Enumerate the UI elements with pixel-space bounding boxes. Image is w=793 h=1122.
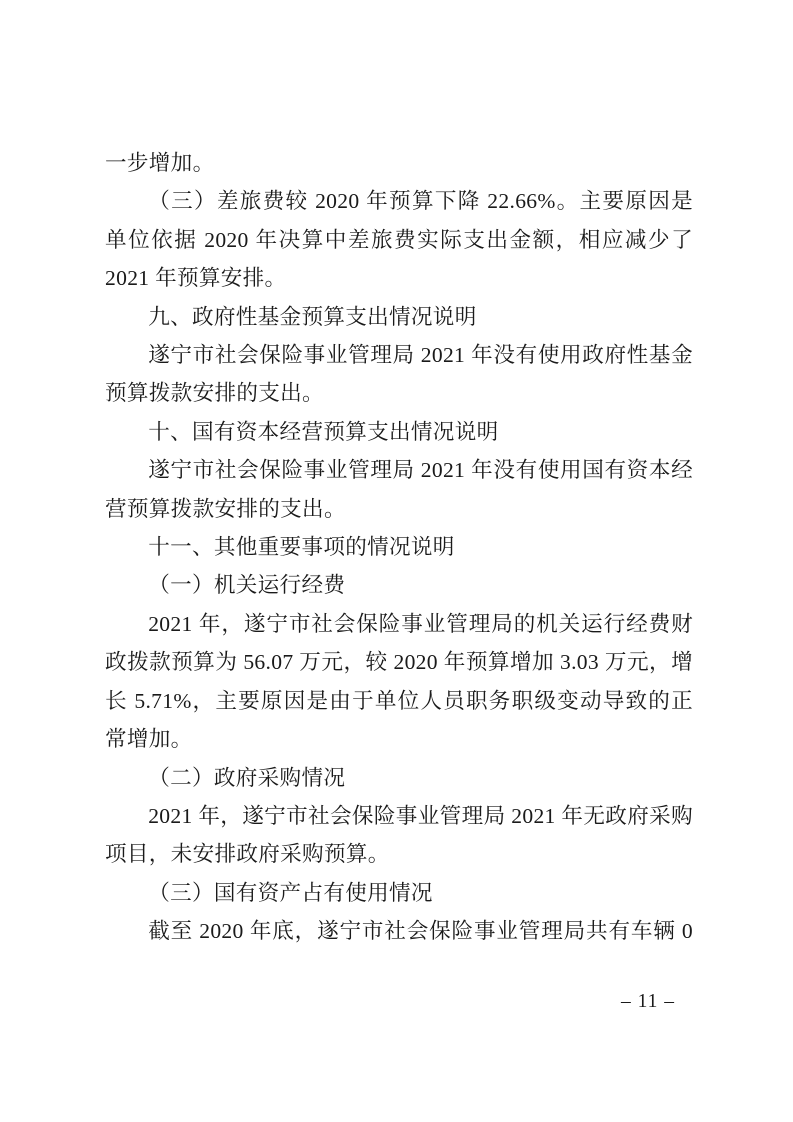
paragraph-travel-expense: （三）差旅费较 2020 年预算下降 22.66%。主要原因是单位依据 2020 年决算中差旅费实际支出金额，相应减少了 2021 年预算安排。 <box>105 189 693 291</box>
subheading-operating-funds: （一）机关运行经费 <box>148 573 346 598</box>
paragraph-continuation: 一步增加。 <box>105 151 215 175</box>
paragraph-govt-procurement: 2021 年，遂宁市社会保险事业管理局 2021 年无政府采购项目，未安排政府采购预算。 <box>105 803 693 867</box>
paragraph-state-assets: 截至 2020 年底，遂宁市社会保险事业管理局共有车辆 0 <box>148 919 693 944</box>
page-number: – 11 – <box>620 991 675 1012</box>
paragraph-operating-funds: 2021 年，遂宁市社会保险事业管理局的机关运行经费财政拨款预算为 56.07 万元，较 2020 年预算增加 3.03 万元，增长 5.71%，主要原因是由于单位人员职务职级变动导致的正常增加。 <box>105 611 693 752</box>
document-body <box>105 144 693 951</box>
paragraph-govt-fund-budget: 遂宁市社会保险事业管理局 2021 年没有使用政府性基金预算拨款安排的支出。 <box>105 343 693 406</box>
heading-section-11: 十一、其他重要事项的情况说明 <box>148 535 455 560</box>
subheading-state-assets: （三）国有资产占有使用情况 <box>148 880 433 905</box>
heading-section-10: 十、国有资本经营预算支出情况说明 <box>148 419 499 444</box>
paragraph-state-capital: 遂宁市社会保险事业管理局 2021 年没有使用国有资本经营预算拨款安排的支出。 <box>105 458 693 521</box>
subheading-govt-procurement: （二）政府采购情况 <box>148 765 346 790</box>
heading-section-9: 九、政府性基金预算支出情况说明 <box>148 304 477 329</box>
